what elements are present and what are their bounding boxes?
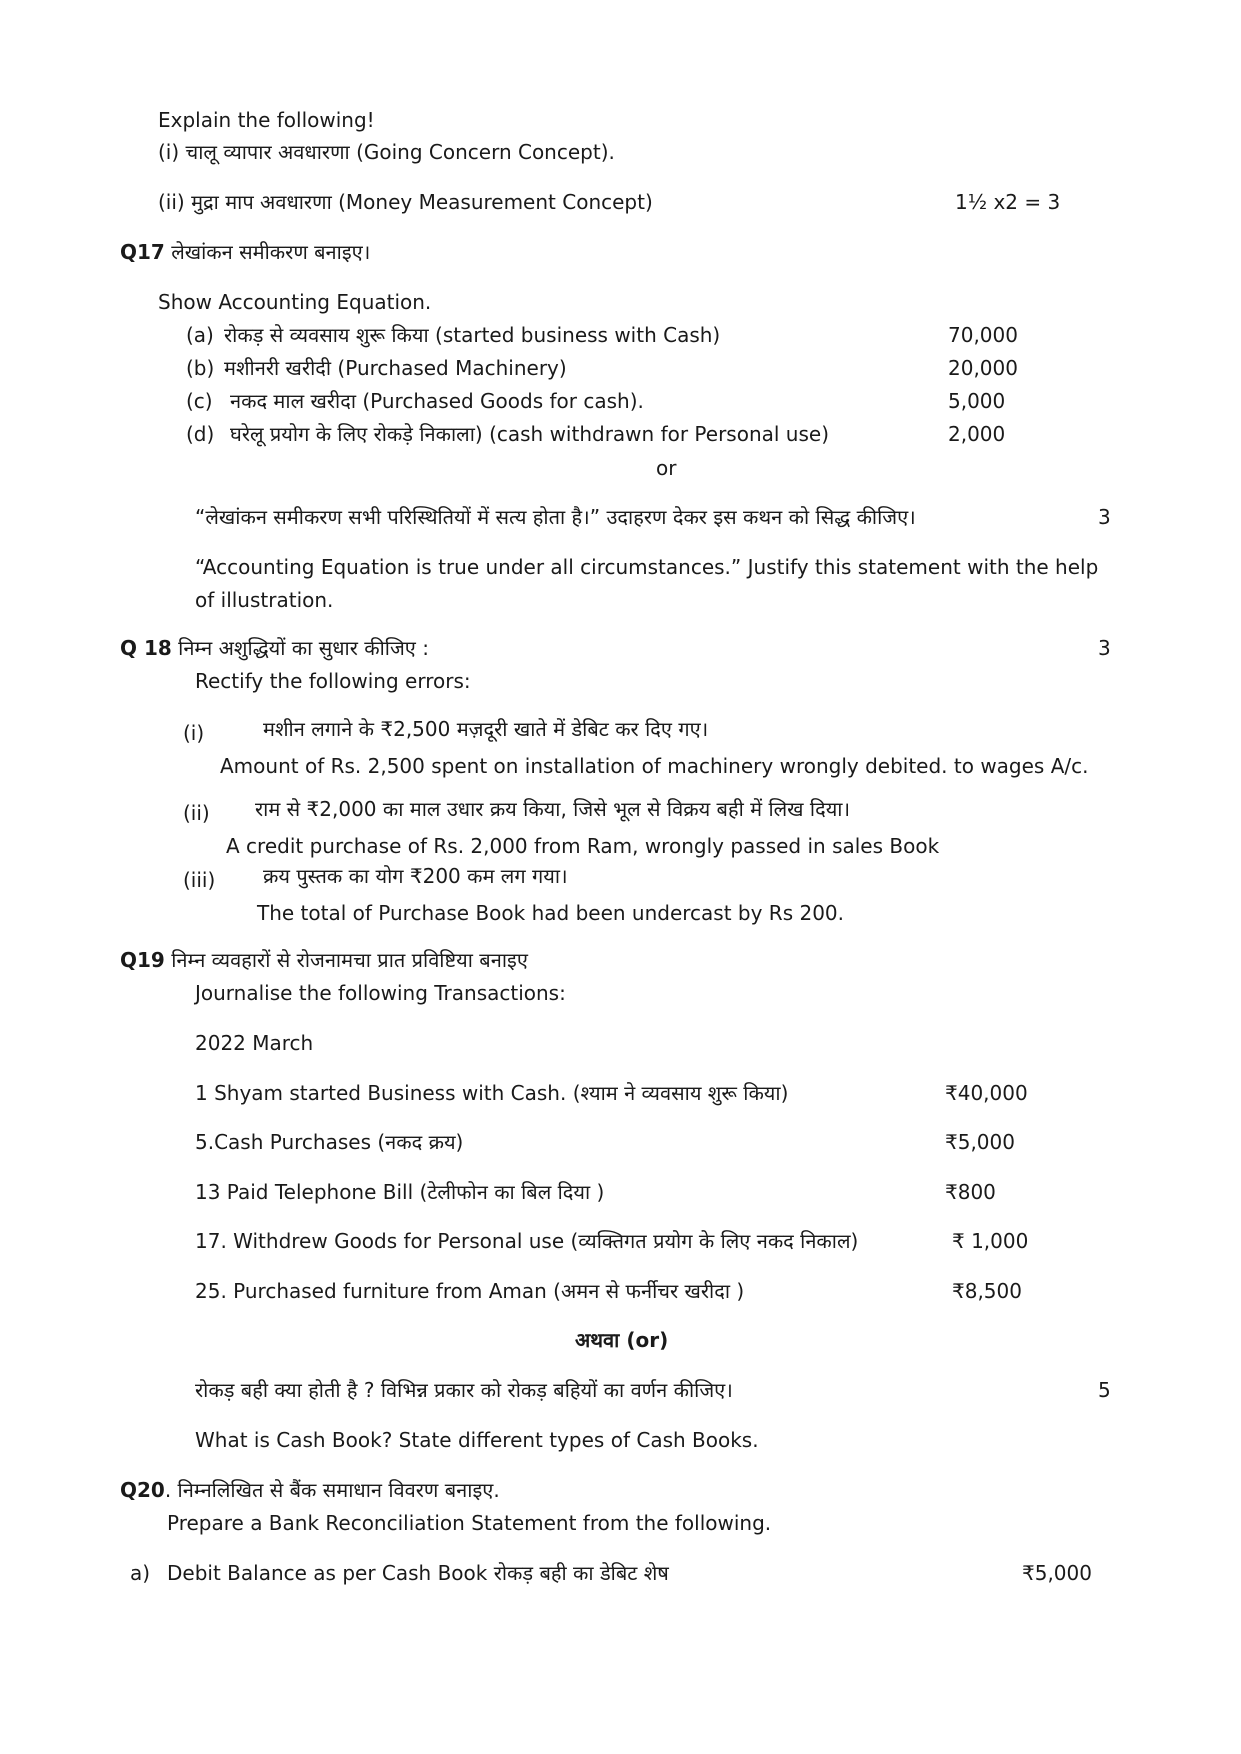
q19-date: 2022 March [195, 1031, 314, 1055]
q20-item-text: Debit Balance as per Cash Book रोकड़ बही का डेबिट शेष [167, 1561, 669, 1585]
q18-number: Q 18 [120, 636, 172, 660]
q19-transaction-text: 25. Purchased furniture from Aman (अमन से फर्नीचर खरीदा ) [195, 1279, 745, 1303]
q16-marks: 1½ x2 = 3 [955, 190, 1061, 214]
q17-number: Q17 [120, 240, 165, 264]
q19-number: Q19 [120, 948, 165, 972]
q19-title-english: Journalise the following Transactions: [195, 981, 566, 1005]
q18-item-label: (i) [183, 721, 205, 745]
q17-item-label: (a) [186, 323, 214, 347]
q18-title-hindi: निम्न अशुद्धियों का सुधार कीजिए : [171, 636, 429, 660]
q19-alt-marks: 5 [1098, 1378, 1111, 1402]
q18-item-hindi: क्रय पुस्तक का योग ₹200 कम लग गया। [263, 864, 568, 888]
q17-item-amount: 2,000 [948, 422, 1006, 446]
q17-alt-hindi: “लेखांकन समीकरण सभी परिस्थितियों में सत्य होता है।” उदाहरण देकर इस कथन को सिद्ध कीजिए। [195, 505, 916, 529]
q19-transaction-text: 1 Shyam started Business with Cash. (श्याम ने व्यवसाय शुरू किया) [195, 1081, 789, 1105]
q18-heading [120, 636, 429, 660]
q20-heading [120, 1478, 500, 1502]
q20-number: Q20 [120, 1478, 165, 1502]
q17-alt-english-line2: of illustration. [195, 588, 334, 612]
q17-item-text: मशीनरी खरीदी (Purchased Machinery) [224, 356, 567, 380]
q17-title-hindi: लेखांकन समीकरण बनाइए। [164, 240, 371, 264]
q16-item-2: (ii) मुद्रा माप अवधारणा (Money Measurement Concept) [158, 190, 653, 214]
q19-transaction-amount: ₹5,000 [945, 1130, 1015, 1154]
q20-item-label: a) [130, 1561, 151, 1585]
q16-item-1: (i) चालू व्यापार अवधारणा (Going Concern Concept). [158, 140, 615, 164]
q17-item-amount: 70,000 [948, 323, 1018, 347]
q18-item-label: (iii) [183, 868, 216, 892]
q17-title-english: Show Accounting Equation. [158, 290, 432, 314]
q18-item-english: A credit purchase of Rs. 2,000 from Ram, wrongly passed in sales Book [226, 834, 940, 858]
q19-transaction-amount: ₹8,500 [952, 1279, 1022, 1303]
q16-intro: Explain the following! [158, 108, 375, 132]
q17-heading [120, 240, 370, 264]
q19-transaction-amount: ₹40,000 [945, 1081, 1028, 1105]
q18-marks: 3 [1098, 636, 1111, 660]
q17-item-amount: 5,000 [948, 389, 1006, 413]
q18-item-english: The total of Purchase Book had been undercast by Rs 200. [257, 901, 845, 925]
q17-item-text: रोकड़ से व्यवसाय शुरू किया (started business with Cash) [224, 323, 721, 347]
q20-title-english: Prepare a Bank Reconciliation Statement from the following. [167, 1511, 772, 1535]
q18-title-english: Rectify the following errors: [195, 669, 471, 693]
q17-alt-marks: 3 [1098, 505, 1111, 529]
q19-heading [120, 948, 528, 972]
q17-item-label: (b) [186, 356, 215, 380]
q17-item-label: (c) [186, 389, 213, 413]
q17-alt-english-line1: “Accounting Equation is true under all circumstances.” Justify this statement with the help [195, 555, 1099, 579]
q18-item-hindi: राम से ₹2,000 का माल उधार क्रय किया, जिसे भूल से विक्रय बही में लिख दिया। [255, 797, 851, 821]
q19-transaction-amount: ₹ 1,000 [952, 1229, 1029, 1253]
q19-or: अथवा (or) [575, 1328, 669, 1352]
q19-title-hindi: निम्न व्यवहारों से रोजनामचा प्रात प्रविष्टिया बनाइए [164, 948, 528, 972]
q18-item-label: (ii) [183, 801, 210, 825]
q17-or: or [656, 456, 677, 480]
q19-transaction-text: 13 Paid Telephone Bill (टेलीफोन का बिल दिया ) [195, 1180, 605, 1204]
q17-item-text: घरेलू प्रयोग के लिए रोकड़े निकाला) (cash withdrawn for Personal use) [230, 422, 830, 446]
q19-alt-hindi: रोकड़ बही क्या होती है ? विभिन्न प्रकार को रोकड़ बहियों का वर्णन कीजिए। [195, 1378, 733, 1402]
q18-item-english: Amount of Rs. 2,500 spent on installation of machinery wrongly debited. to wages A/c. [220, 754, 1089, 778]
q17-item-amount: 20,000 [948, 356, 1018, 380]
q20-item-amount: ₹5,000 [1022, 1561, 1092, 1585]
q20-title-hindi: . निम्नलिखित से बैंक समाधान विवरण बनाइए. [164, 1478, 500, 1502]
q19-transaction-amount: ₹800 [945, 1180, 996, 1204]
q17-item-text: नकद माल खरीदा (Purchased Goods for cash). [230, 389, 644, 413]
q19-alt-english: What is Cash Book? State different types of Cash Books. [195, 1428, 759, 1452]
q18-item-hindi: मशीन लगाने के ₹2,500 मज़दूरी खाते में डेबिट कर दिए गए। [263, 717, 709, 741]
q17-item-label: (d) [186, 422, 215, 446]
q19-transaction-text: 5.Cash Purchases (नकद क्रय) [195, 1130, 464, 1154]
q19-transaction-text: 17. Withdrew Goods for Personal use (व्यक्तिगत प्रयोग के लिए नकद निकाल) [195, 1229, 859, 1253]
